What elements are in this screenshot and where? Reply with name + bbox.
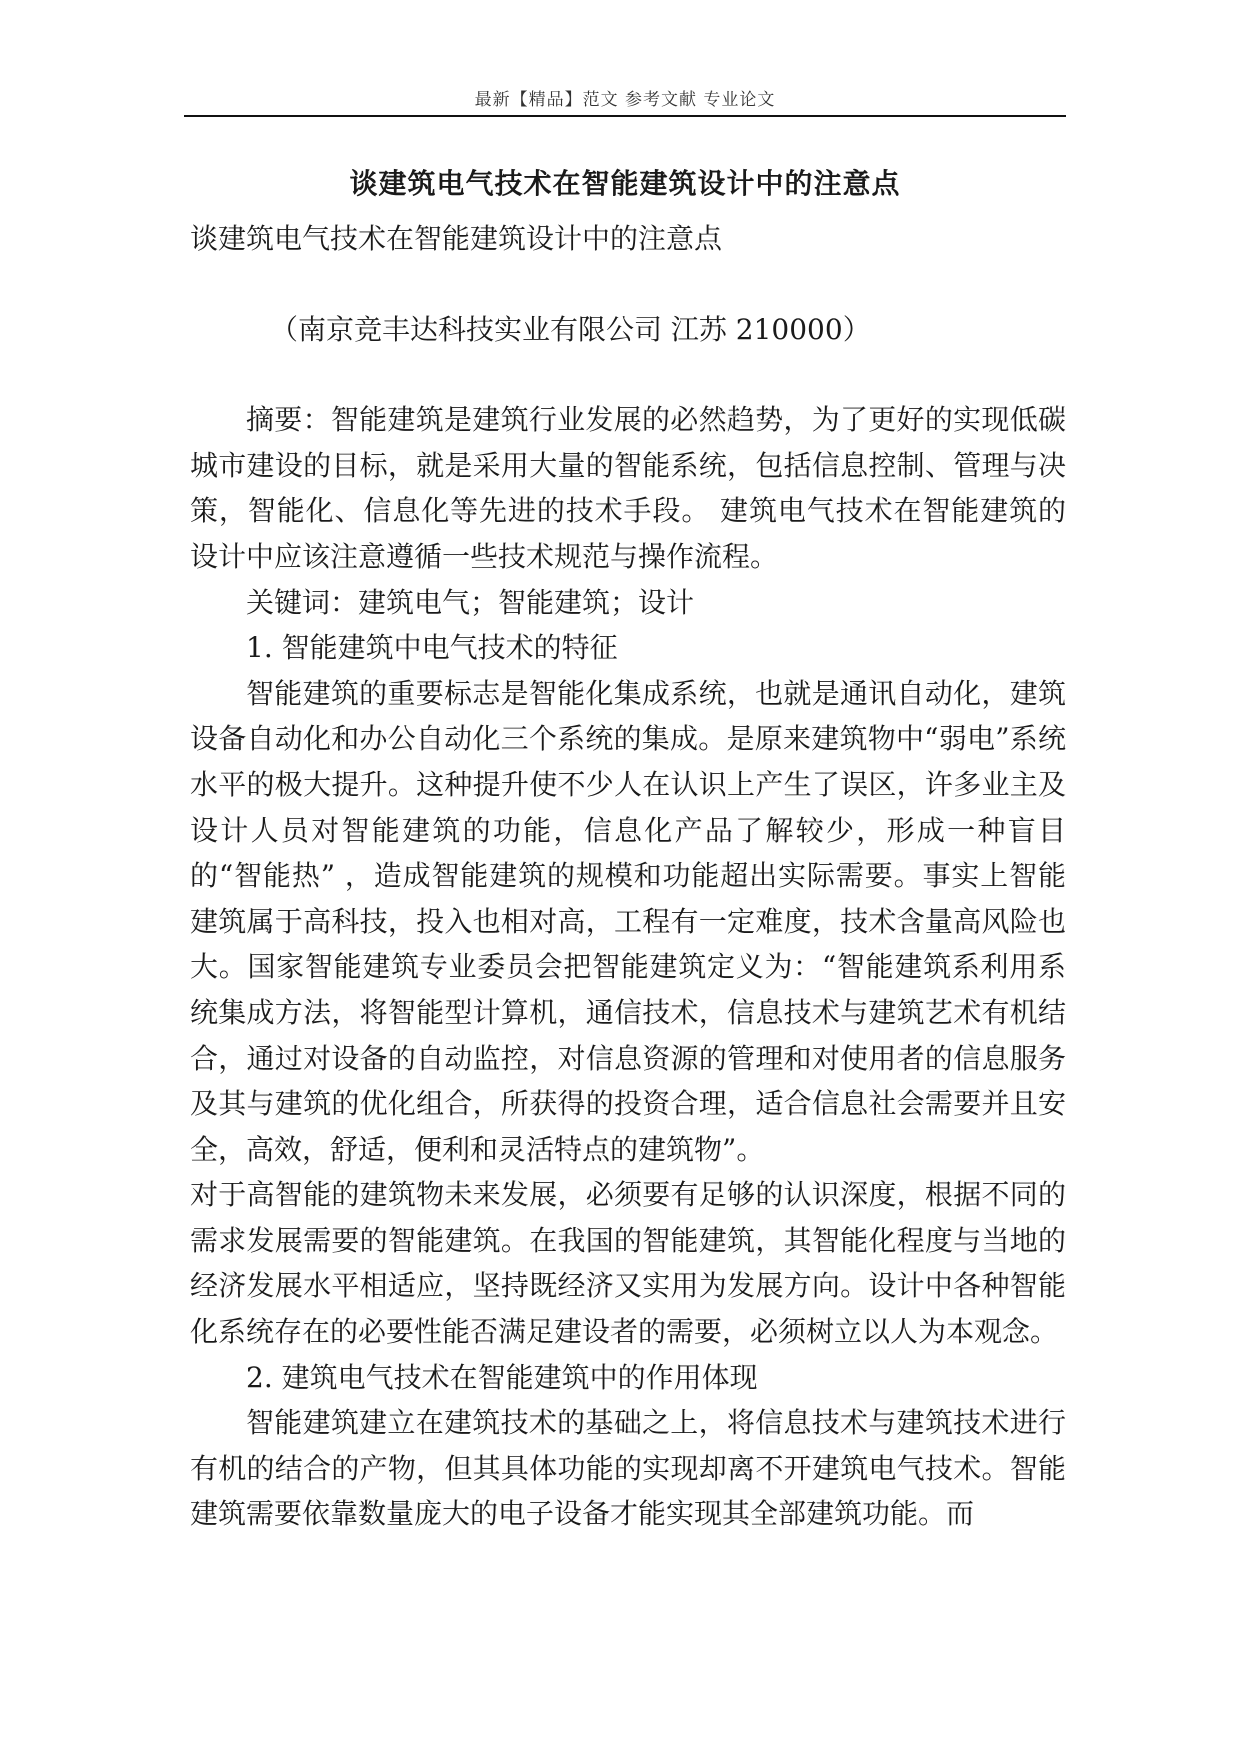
- document-title: 谈建筑电气技术在智能建筑设计中的注意点: [349, 167, 901, 200]
- section-1-paragraph-1: 智能建筑的重要标志是智能化集成系统，也就是通讯自动化，建筑设备自动化和办公自动化三个系统的集成。是原来建筑物中“弱电”系统水平的极大提升。这种提升使不少人在认识上产生了误区，许多业主及设计人员对智能建筑的功能，信息化产品了解较少，形成一种盲目的“智能热” ，造成智能建筑的规模和功能超出实际需要。事实上智能建筑属于高科技，投入也相对高，工程有一定难度，技术含量高风险也大。国家智能建筑专业委员会把智能建筑定义为：“智能建筑系利用系统集成方法，将智能型计算机，通信技术，信息技术与建筑艺术有机结合，通过对设备的自动监控，对信息资源的管理和对使用者的信息服务及其与建筑的优化组合，所获得的投资合理，适合信息社会需要并且安全，高效，舒适，便利和灵活特点的建筑物”。: [190, 676, 1066, 1166]
- document-body: [190, 216, 1066, 1537]
- page-header: 最新【精品】范文 参考文献 专业论文: [474, 90, 776, 110]
- header-divider: [184, 115, 1066, 117]
- author-affiliation: （南京竞丰达科技实业有限公司 江苏 210000）: [270, 312, 871, 346]
- section-1-heading: 1. 智能建筑中电气技术的特征: [246, 631, 618, 665]
- document-subtitle: 谈建筑电气技术在智能建筑设计中的注意点: [190, 222, 723, 255]
- section-2-paragraph-1: 智能建筑建立在建筑技术的基础之上，将信息技术与建筑技术进行有机的结合的产物，但其具体功能的实现却离不开建筑电气技术。智能建筑需要依靠数量庞大的电子设备才能实现其全部建筑功能。而: [190, 1406, 1066, 1531]
- section-2-heading: 2. 建筑电气技术在智能建筑中的作用体现: [246, 1360, 758, 1394]
- abstract-paragraph: 摘要：智能建筑是建筑行业发展的必然趋势，为了更好的实现低碳城市建设的目标，就是采用大量的智能系统，包括信息控制、管理与决策，智能化、信息化等先进的技术手段。 建筑电气技术在智能建筑的设计中应该注意遵循一些技术规范与操作流程。: [190, 403, 1066, 573]
- section-1-paragraph-2: 对于高智能的建筑物未来发展，必须要有足够的认识深度，根据不同的需求发展需要的智能建筑。在我国的智能建筑，其智能化程度与当地的经济发展水平相适应，坚持既经济又实用为发展方向。设计中各种智能化系统存在的必要性能否满足建设者的需要，必须树立以人为本观念。: [190, 1178, 1066, 1349]
- keywords-line: 关键词：建筑电气；智能建筑；设计: [246, 585, 695, 619]
